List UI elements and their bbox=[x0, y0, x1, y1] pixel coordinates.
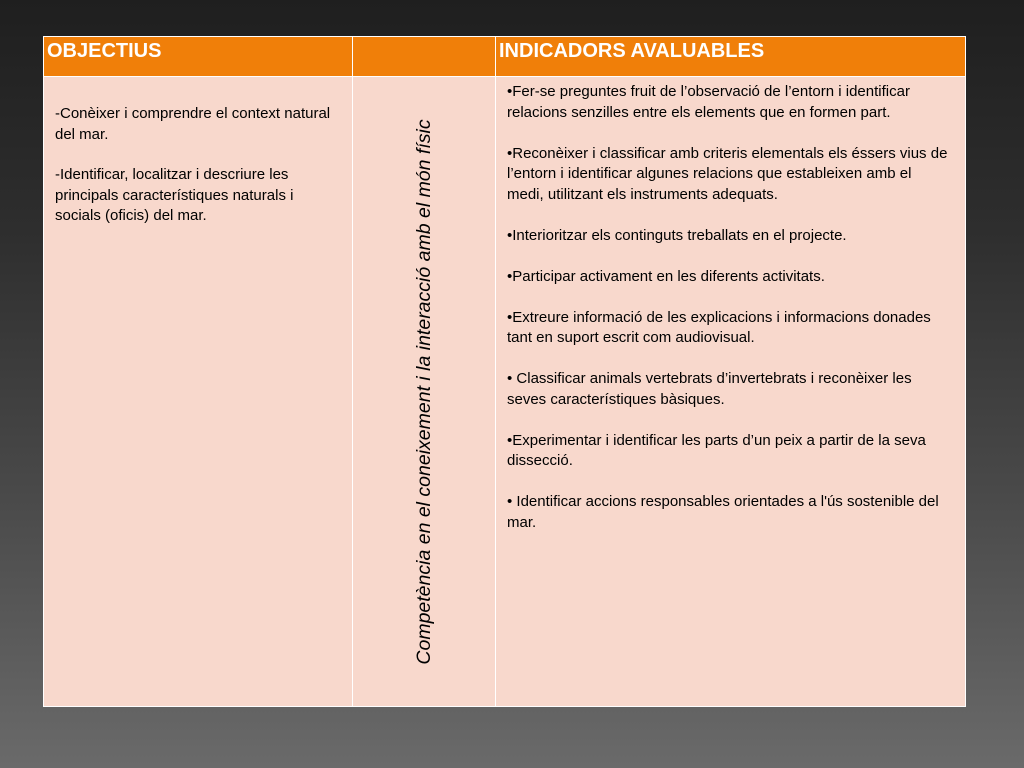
indicator-item: •Extreure informació de les explicacions i informacions donades tant en suport escrit com audiovisual. bbox=[507, 308, 931, 346]
header-indicators: INDICADORS AVALUABLES bbox=[496, 37, 966, 77]
objectives-table bbox=[43, 36, 966, 707]
indicator-item: •Fer-se preguntes fruit de l’observació de l’entorn i identificar relacions senzilles entre els elements que en formen part. bbox=[507, 83, 910, 121]
table-body-row bbox=[44, 77, 966, 707]
table-header-row bbox=[44, 37, 966, 77]
indicator-item: • Classificar animals vertebrats d’invertebrats i reconèixer les seves característiques bàsiques. bbox=[507, 370, 912, 408]
indicator-item: •Participar activament en les diferents activitats. bbox=[507, 267, 825, 285]
header-competence bbox=[353, 37, 496, 77]
objectives-cell bbox=[44, 77, 353, 707]
indicator-item: •Reconèixer i classificar amb criteris elementals els éssers vius de l’entorn i identificar algunes relacions que estableixen amb el medi, utilitzant els instruments adequats. bbox=[507, 144, 948, 203]
indicator-item: • Identificar accions responsables orientades a l'ús sostenible del mar. bbox=[507, 493, 939, 531]
indicators-cell bbox=[496, 77, 966, 707]
header-objectives: OBJECTIUS bbox=[44, 37, 353, 77]
indicator-item: •Interioritzar els continguts treballats en el projecte. bbox=[507, 226, 847, 244]
indicator-item: •Experimentar i identificar les parts d’un peix a partir de la seva dissecció. bbox=[507, 431, 926, 469]
competence-label: Competència en el coneixement i la interacció amb el món físic bbox=[413, 118, 435, 665]
objective-item: -Conèixer i comprendre el context natural del mar. bbox=[55, 105, 331, 143]
competence-cell bbox=[353, 77, 496, 707]
objective-item: -Identificar, localitzar i descriure les principals característiques naturals i socials (oficis) del mar. bbox=[55, 166, 294, 224]
